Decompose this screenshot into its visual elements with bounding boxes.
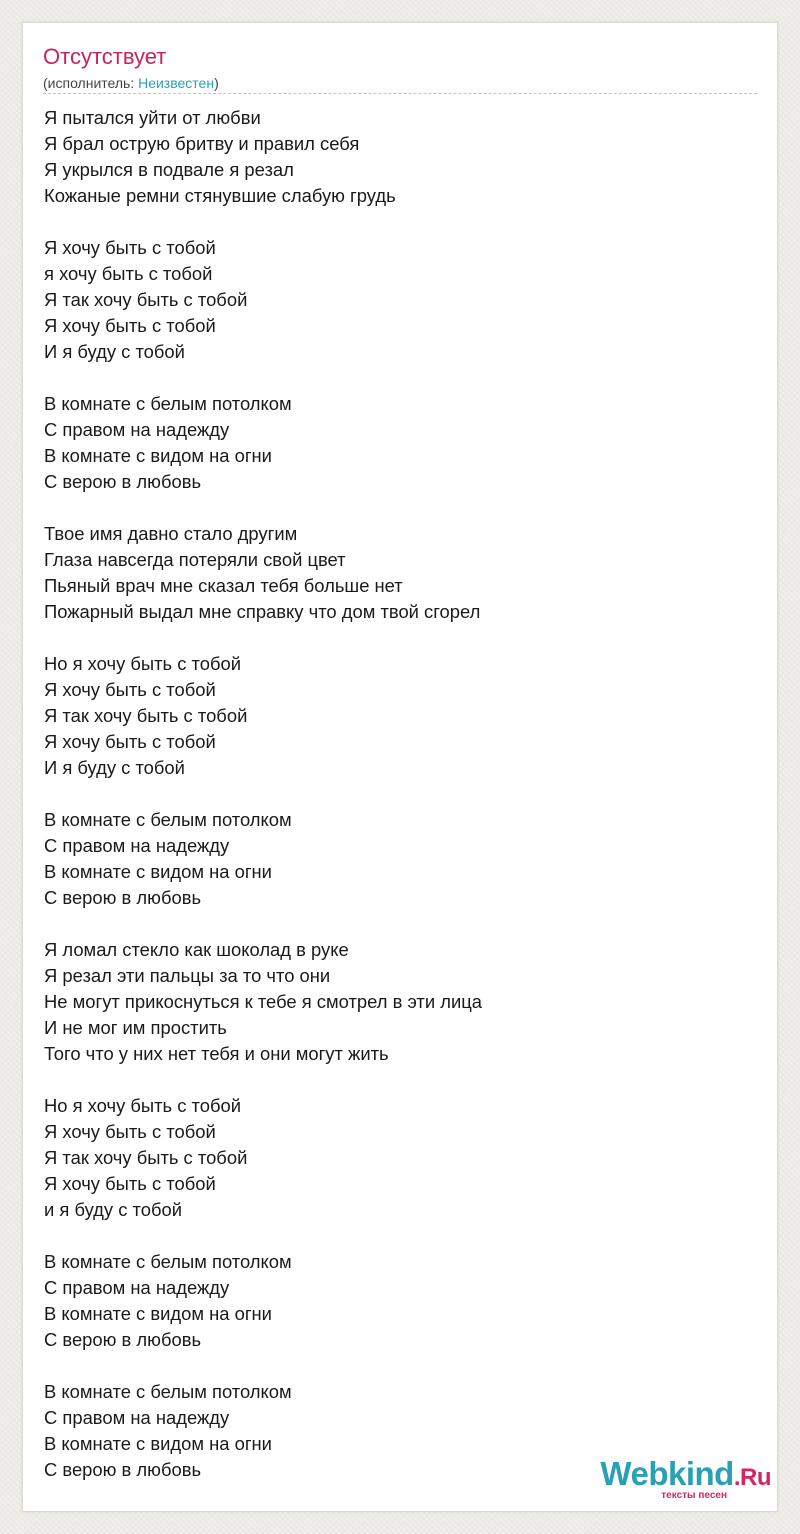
- lyrics-line: Пьяный врач мне сказал тебя больше нет: [44, 575, 403, 596]
- lyrics-line: Я резал эти пальцы за то что они: [44, 965, 331, 986]
- lyrics-line: Твое имя давно стало другим: [44, 523, 298, 544]
- site-logo[interactable]: [581, 1455, 771, 1503]
- lyrics-line: В комнате с белым потолком: [44, 1251, 292, 1272]
- lyrics-line: Я хочу быть с тобой: [44, 1173, 216, 1194]
- lyrics-line: Того что у них нет тебя и они могут жить: [44, 1043, 389, 1064]
- lyrics-line: В комнате с белым потолком: [44, 393, 292, 414]
- lyrics-line: С верою в любовь: [44, 887, 202, 908]
- lyrics-line: Пожарный выдал мне справку что дом твой сгорел: [44, 601, 481, 622]
- lyrics-stanza: [44, 1093, 744, 1223]
- lyrics-line: В комнате с видом на огни: [44, 445, 272, 466]
- lyrics-line: Я хочу быть с тобой: [44, 1121, 216, 1142]
- artist-prefix: (исполнитель:: [43, 75, 139, 91]
- lyrics-line: В комнате с видом на огни: [44, 1303, 272, 1324]
- lyrics-line: И не мог им простить: [44, 1017, 227, 1038]
- lyrics-line: Я ломал стекло как шоколад в руке: [44, 939, 349, 960]
- lyrics-line: С правом на надежду: [44, 1407, 230, 1428]
- lyrics-line: С правом на надежду: [44, 1277, 230, 1298]
- lyrics-stanza: [44, 937, 744, 1067]
- artist-link[interactable]: Неизвестен: [138, 75, 215, 91]
- lyrics-line: Я так хочу быть с тобой: [44, 1147, 248, 1168]
- logo-tagline: тексты песен: [661, 1490, 727, 1501]
- lyrics-line: Я укрылся в подвале я резал: [44, 159, 294, 180]
- lyrics-line: И я буду с тобой: [44, 757, 185, 778]
- lyrics-line: В комнате с белым потолком: [44, 809, 292, 830]
- lyrics-stanza: [44, 235, 744, 365]
- lyrics-line: Я так хочу быть с тобой: [44, 705, 248, 726]
- logo-tld: .Ru: [733, 1464, 771, 1491]
- artist-line: [43, 74, 219, 92]
- lyrics-body: [44, 105, 744, 1509]
- lyrics-line: Не могут прикоснуться к тебе я смотрел в эти лица: [44, 991, 483, 1012]
- lyrics-stanza: [44, 105, 744, 209]
- lyrics-line: Я хочу быть с тобой: [44, 731, 216, 752]
- lyrics-line: Но я хочу быть с тобой: [44, 1095, 242, 1116]
- lyrics-line: Глаза навсегда потеряли свой цвет: [44, 549, 346, 570]
- lyrics-line: Я хочу быть с тобой: [44, 679, 216, 700]
- lyrics-line: С верою в любовь: [44, 1459, 202, 1480]
- lyrics-line: Я брал острую бритву и правил себя: [44, 133, 360, 154]
- artist-suffix: ): [214, 75, 219, 91]
- lyrics-line: С правом на надежду: [44, 419, 230, 440]
- lyrics-stanza: [44, 391, 744, 495]
- lyrics-stanza: [44, 651, 744, 781]
- lyrics-line: Я пытался уйти от любви: [44, 107, 261, 128]
- lyrics-line: Я так хочу быть с тобой: [44, 289, 248, 310]
- lyrics-stanza: [44, 807, 744, 911]
- lyrics-line: И я буду с тобой: [44, 341, 185, 362]
- lyrics-card: [22, 22, 778, 1512]
- logo-brand: Webkind: [600, 1455, 734, 1492]
- lyrics-line: Кожаные ремни стянувшие слабую грудь: [44, 185, 396, 206]
- lyrics-line: С верою в любовь: [44, 1329, 202, 1350]
- lyrics-line: Но я хочу быть с тобой: [44, 653, 242, 674]
- lyrics-line: я хочу быть с тобой: [44, 263, 213, 284]
- lyrics-line: и я буду с тобой: [44, 1199, 182, 1220]
- lyrics-line: В комнате с видом на огни: [44, 861, 272, 882]
- lyrics-line: В комнате с видом на огни: [44, 1433, 272, 1454]
- lyrics-stanza: [44, 521, 744, 625]
- lyrics-line: В комнате с белым потолком: [44, 1381, 292, 1402]
- lyrics-stanza: [44, 1249, 744, 1353]
- lyrics-line: С верою в любовь: [44, 471, 202, 492]
- lyrics-line: С правом на надежду: [44, 835, 230, 856]
- header-divider: [43, 93, 757, 94]
- song-title: Отсутствует: [43, 44, 167, 69]
- lyrics-line: Я хочу быть с тобой: [44, 237, 216, 258]
- lyrics-line: Я хочу быть с тобой: [44, 315, 216, 336]
